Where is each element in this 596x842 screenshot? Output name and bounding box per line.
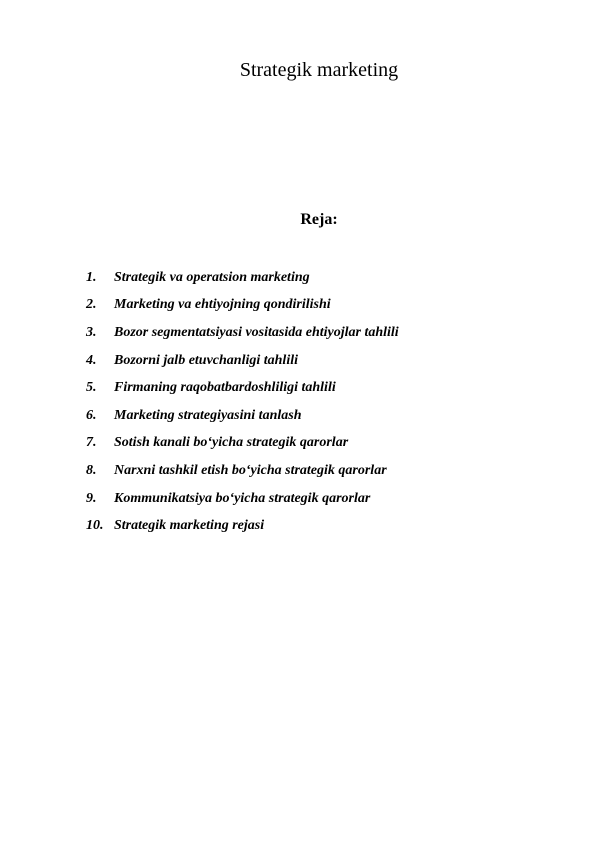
list-item	[86, 485, 556, 513]
list-item-number: 5.	[86, 380, 97, 396]
list-item	[86, 402, 556, 430]
list-item-number: 10.	[86, 518, 104, 534]
list-item-text: Strategik marketing rejasi	[114, 518, 265, 534]
list-item-text: Firmaning raqobatbardoshliligi tahlili	[114, 380, 336, 396]
list-item-text: Marketing strategiyasini tanlash	[114, 407, 302, 423]
list-item	[86, 319, 556, 347]
list-item-text: Bozor segmentatsiyasi vositasida ehtiyojlar tahlili	[114, 324, 399, 340]
list-item-text: Narxni tashkil etish bo‘yicha strategik qarorlar	[114, 462, 387, 478]
list-item-number: 1.	[86, 269, 97, 285]
list-item-text: Bozorni jalb etuvchanligi tahlili	[114, 352, 298, 368]
list-item-text: Marketing va ehtiyojning qondirilishi	[114, 297, 331, 313]
plan-list	[86, 264, 556, 540]
list-item	[86, 347, 556, 375]
list-item-text: Sotish kanali bo‘yicha strategik qarorlar	[114, 435, 349, 451]
list-item	[86, 292, 556, 320]
list-item	[86, 430, 556, 458]
list-item-number: 7.	[86, 435, 97, 451]
list-item-text: Kommunikatsiya bo‘yicha strategik qarorlar	[114, 490, 371, 506]
list-item	[86, 457, 556, 485]
list-item	[86, 264, 556, 292]
list-item-number: 4.	[86, 352, 97, 368]
list-item-number: 2.	[86, 297, 97, 313]
list-item-number: 6.	[86, 407, 97, 423]
document-title: Strategik marketing	[239, 59, 399, 81]
list-item-number: 8.	[86, 462, 97, 478]
list-item	[86, 374, 556, 402]
list-item	[86, 512, 556, 540]
list-item-text: Strategik va operatsion marketing	[114, 269, 310, 285]
list-item-number: 3.	[86, 324, 97, 340]
plan-heading: Reja:	[300, 211, 338, 228]
list-item-number: 9.	[86, 490, 97, 506]
